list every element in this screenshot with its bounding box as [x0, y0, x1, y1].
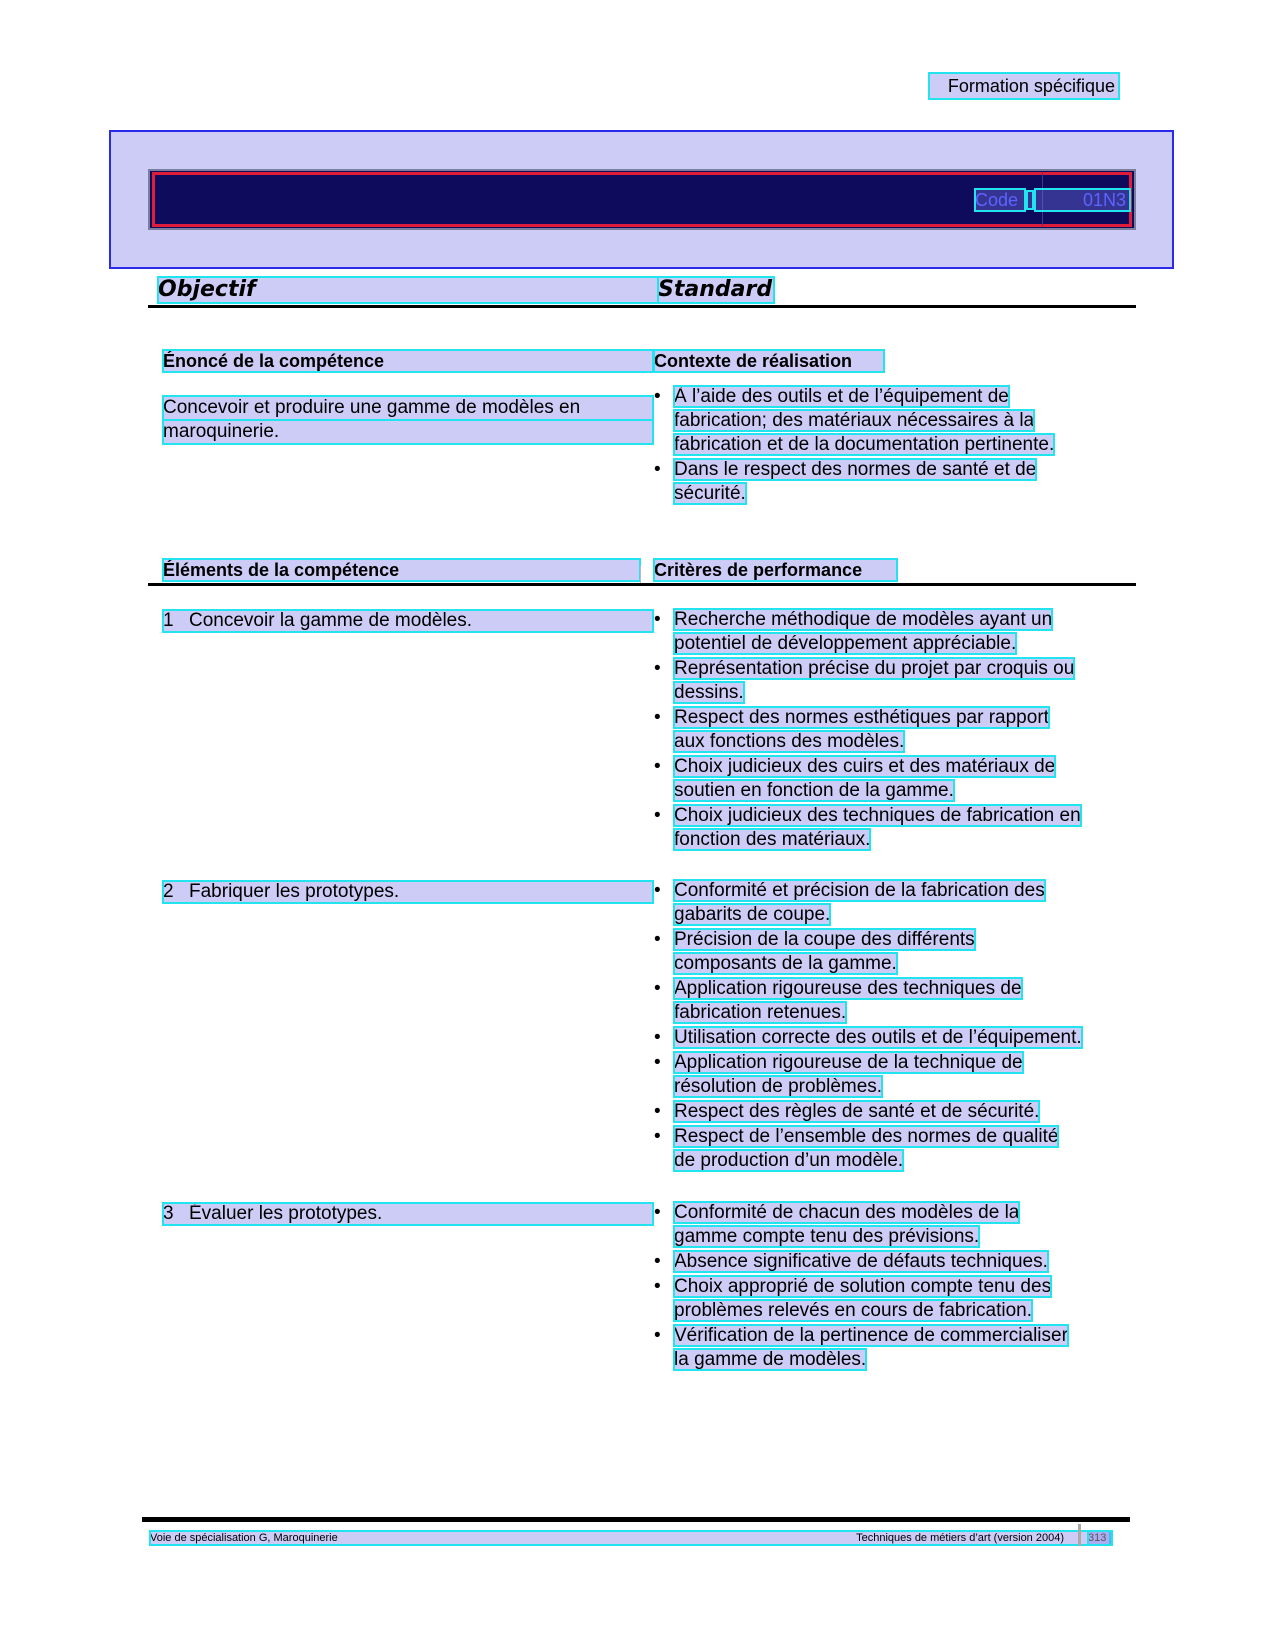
bullet-icon: • [654, 386, 661, 407]
bullet-icon: • [654, 1325, 661, 1346]
criterion-item [654, 458, 1094, 506]
criterion-line: aux fonctions des modèles. [674, 731, 905, 752]
criterion-line: sécurité. [674, 483, 746, 504]
criterion-line: composants de la gamme. [674, 953, 897, 974]
criterion-item [654, 1324, 1114, 1372]
footer-separator [1078, 1524, 1081, 1546]
criterion-item [654, 1100, 1114, 1124]
elements-heading: Éléments de la compétence [163, 559, 640, 581]
criterion-line: Application rigoureuse de la technique de [674, 1052, 1023, 1073]
section-label: Formation spécifique [929, 73, 1119, 99]
enonce-text [163, 396, 653, 444]
criteria-list [654, 879, 1114, 1174]
enonce-line: Concevoir et produire une gamme de modèles en [163, 396, 653, 420]
contexte-heading: Contexte de réalisation [654, 350, 884, 372]
criteria-list [654, 1201, 1114, 1373]
bullet-icon: • [654, 1126, 661, 1147]
criterion-line: Précision de la coupe des différents [674, 929, 975, 950]
criterion-line: fabrication et de la documentation pertinente. [674, 434, 1055, 455]
element-number: 1 [163, 610, 174, 631]
footer-rule [142, 1517, 1130, 1522]
criterion-line: de production d’un modèle. [674, 1150, 904, 1171]
criterion-line: gamme compte tenu des prévisions. [674, 1226, 980, 1247]
code-colon [1027, 191, 1033, 209]
bullet-icon: • [654, 1027, 661, 1048]
criterion-item [654, 1026, 1114, 1050]
criterion-item [654, 977, 1114, 1025]
bullet-icon: • [654, 707, 661, 728]
criterion-line: Utilisation correcte des outils et de l’équipement. [674, 1027, 1082, 1048]
criterion-line: dessins. [674, 682, 744, 703]
criterion-line: Respect des normes esthétiques par rapport [674, 707, 1049, 728]
enonce-line: maroquinerie. [163, 420, 653, 444]
bullet-icon: • [654, 1101, 661, 1122]
element-label: Concevoir la gamme de modèles. [189, 610, 473, 631]
criterion-item [654, 804, 1114, 852]
criterion-line: Choix judicieux des cuirs et des matériaux de [674, 756, 1056, 777]
criterion-line: Choix judicieux des techniques de fabrication en [674, 805, 1081, 826]
code-label: Code [975, 189, 1025, 211]
contexte-list [654, 385, 1094, 507]
criterion-line: Dans le respect des normes de santé et de [674, 459, 1037, 480]
criterion-line: potentiel de développement appréciable. [674, 633, 1017, 654]
section-rule [148, 583, 1136, 586]
criterion-line: Absence significative de défauts techniques. [674, 1251, 1048, 1272]
criterion-line: soutien en fonction de la gamme. [674, 780, 954, 801]
criterion-line: Respect de l’ensemble des normes de qualité [674, 1126, 1059, 1147]
criterion-item [654, 608, 1114, 656]
criterion-line: résolution de problèmes. [674, 1076, 883, 1097]
bullet-icon: • [654, 658, 661, 679]
criterion-item [654, 657, 1114, 705]
criterion-item [654, 1250, 1114, 1274]
element-label: Évaluer les prototypes. [189, 1203, 383, 1224]
standard-heading: Standard [658, 277, 773, 302]
element-label: Fabriquer les prototypes. [189, 881, 400, 902]
criterion-line: Vérification de la pertinence de commercialiser [674, 1325, 1068, 1346]
footer-right-text: Techniques de métiers d’art (version 2004) [856, 1532, 1064, 1544]
heading-rule [148, 305, 1136, 308]
criterion-line: la gamme de modèles. [674, 1349, 867, 1370]
criterion-item [654, 1275, 1114, 1323]
element-row [163, 610, 653, 632]
criterion-item [654, 385, 1094, 457]
criterion-line: Conformité de chacun des modèles de la [674, 1202, 1020, 1223]
bullet-icon: • [654, 609, 661, 630]
footer-left-text: Voie de spécialisation G, Maroquinerie [150, 1532, 338, 1544]
bullet-icon: • [654, 459, 661, 480]
criterion-line: À l’aide des outils et de l’équipement de [674, 386, 1009, 407]
criterion-line: Respect des règles de santé et de sécurité. [674, 1101, 1040, 1122]
element-number: 2 [163, 881, 174, 902]
criterion-line: fonction des matériaux. [674, 829, 871, 850]
bullet-icon: • [654, 880, 661, 901]
bullet-icon: • [654, 1251, 661, 1272]
enonce-heading: Énoncé de la compétence [163, 350, 653, 372]
criterion-item [654, 1201, 1114, 1249]
criterion-item [654, 755, 1114, 803]
criteres-heading: Critères de performance [654, 559, 897, 581]
bullet-icon: • [654, 805, 661, 826]
page-number: 313 [1088, 1531, 1112, 1545]
bullet-icon: • [654, 756, 661, 777]
bullet-icon: • [654, 929, 661, 950]
criterion-item [654, 1125, 1114, 1173]
criterion-item [654, 1051, 1114, 1099]
criterion-line: Conformité et précision de la fabrication des [674, 880, 1045, 901]
bullet-icon: • [654, 1052, 661, 1073]
criterion-line: gabarits de coupe. [674, 904, 831, 925]
footer [150, 1531, 1110, 1545]
criterion-line: problèmes relevés en cours de fabrication. [674, 1300, 1033, 1321]
element-number: 3 [163, 1203, 174, 1224]
criterion-line: Représentation précise du projet par croquis ou [674, 658, 1075, 679]
criterion-item [654, 879, 1114, 927]
criterion-item [654, 928, 1114, 976]
bullet-icon: • [654, 1276, 661, 1297]
element-row [163, 881, 653, 903]
bullet-icon: • [654, 978, 661, 999]
objectif-heading: Objectif [158, 277, 658, 303]
criterion-line: Choix approprié de solution compte tenu des [674, 1276, 1052, 1297]
code-value: 01N3 [1035, 189, 1130, 211]
criterion-line: Recherche méthodique de modèles ayant un [674, 609, 1053, 630]
criteria-list [654, 608, 1114, 853]
bullet-icon: • [654, 1202, 661, 1223]
criterion-line: fabrication; des matériaux nécessaires à la [674, 410, 1035, 431]
criterion-item [654, 706, 1114, 754]
criterion-line: Application rigoureuse des techniques de [674, 978, 1022, 999]
element-row [163, 1203, 653, 1225]
criterion-line: fabrication retenues. [674, 1002, 847, 1023]
